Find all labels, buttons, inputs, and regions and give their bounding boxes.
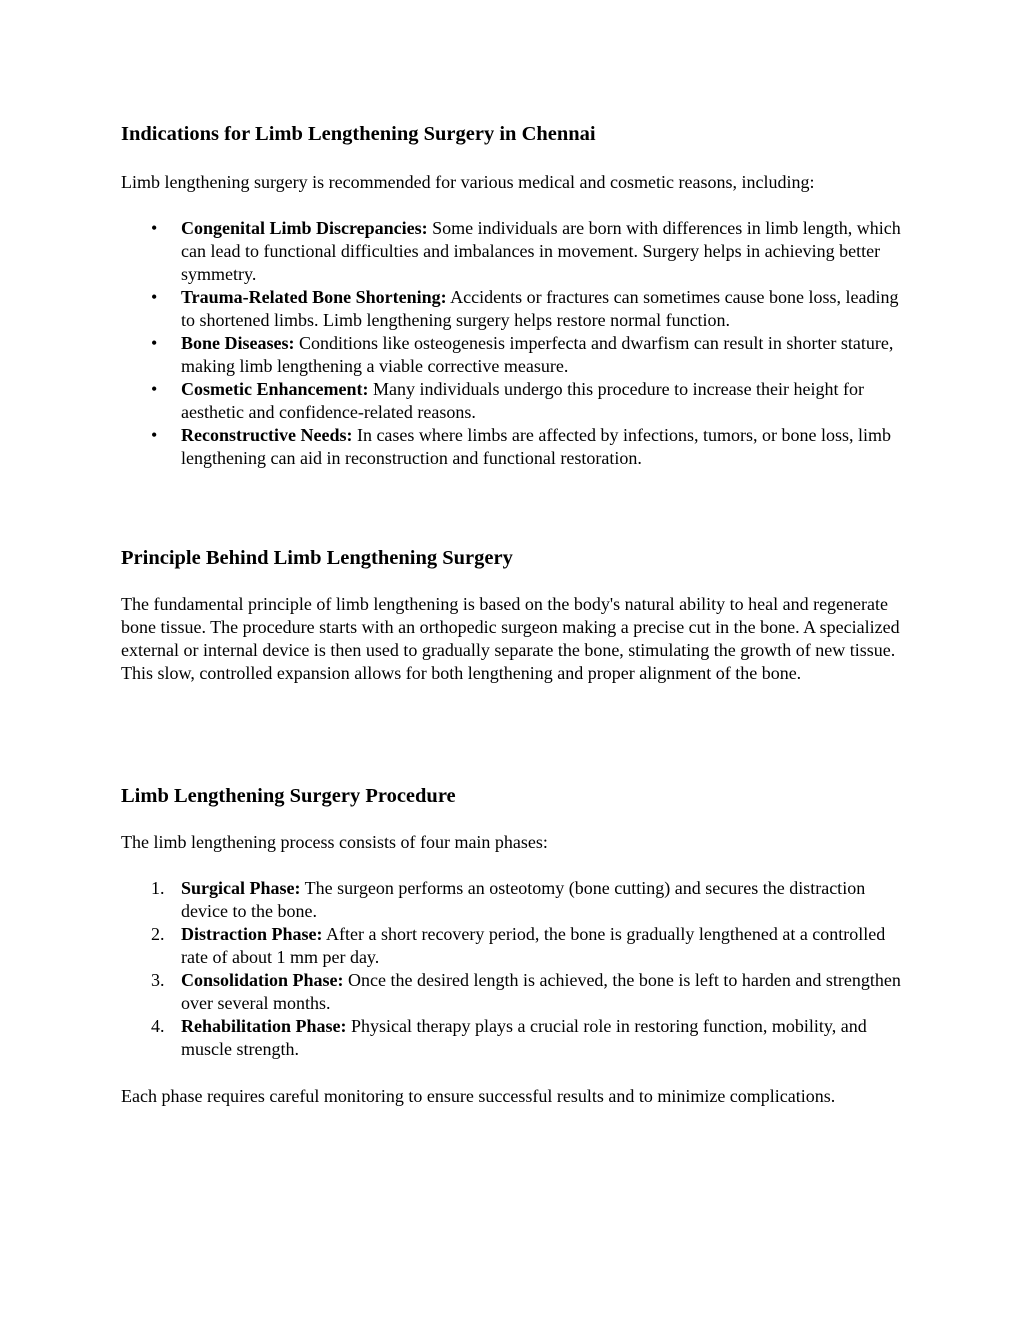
item-label: Congenital Limb Discrepancies:: [181, 218, 428, 238]
list-item: [121, 877, 911, 923]
step-number: 3.: [151, 970, 165, 990]
list-item: [121, 424, 911, 470]
step-number: 4.: [151, 1016, 165, 1036]
step-label: Rehabilitation Phase:: [181, 1016, 347, 1036]
item-text: Some individuals are born with differences in limb length, which can lead to functional difficulties and imbalances in movement. Surgery helps in achieving better symmetry.: [181, 218, 901, 284]
item-label: Trauma-Related Bone Shortening:: [181, 287, 447, 307]
procedure-heading: Limb Lengthening Surgery Procedure: [121, 785, 456, 807]
list-item: [121, 332, 911, 378]
step-number: 1.: [151, 878, 165, 898]
step-label: Consolidation Phase:: [181, 970, 344, 990]
bullet-icon: •: [151, 218, 158, 238]
step-text: The surgeon performs an osteotomy (bone cutting) and secures the distraction device to the bone.: [181, 878, 866, 921]
step-text: Physical therapy plays a crucial role in restoring function, mobility, and muscle strength.: [181, 1016, 867, 1059]
procedure-intro: The limb lengthening process consists of four main phases:: [121, 832, 548, 852]
item-label: Reconstructive Needs:: [181, 425, 353, 445]
step-label: Surgical Phase:: [181, 878, 301, 898]
item-text: Many individuals undergo this procedure to increase their height for aesthetic and confidence-related reasons.: [181, 379, 865, 422]
step-number: 2.: [151, 924, 165, 944]
principle-body: The fundamental principle of limb lengthening is based on the body's natural ability to heal and regenerate bone tissue. The procedure starts with an orthopedic surgeon making a precise cut in the bone. A specialized external or internal device is then used to gradually separate the bone, stimulating the growth of new tissue. This slow, controlled expansion allows for both lengthening and proper alignment of the bone.: [121, 594, 900, 683]
item-text: Accidents or fractures can sometimes cause bone loss, leading to shortened limbs. Limb lengthening surgery helps restore normal function.: [181, 287, 899, 330]
bullet-icon: •: [151, 287, 158, 307]
item-label: Bone Diseases:: [181, 333, 295, 353]
item-label: Cosmetic Enhancement:: [181, 379, 369, 399]
step-text: After a short recovery period, the bone is gradually lengthened at a controlled rate of about 1 mm per day.: [181, 924, 886, 967]
item-text: Conditions like osteogenesis imperfecta and dwarfism can result in shorter stature, making limb lengthening a viable corrective measure.: [181, 333, 894, 376]
list-item: [121, 217, 911, 286]
list-item: [121, 378, 911, 424]
procedure-steps: [121, 877, 911, 1061]
list-item: [121, 286, 911, 332]
indications-list: [121, 217, 911, 470]
indications-intro: Limb lengthening surgery is recommended for various medical and cosmetic reasons, including:: [121, 172, 815, 192]
principle-heading: Principle Behind Limb Lengthening Surgery: [121, 547, 513, 569]
item-text: In cases where limbs are affected by infections, tumors, or bone loss, limb lengthening can aid in reconstruction and functional restoration.: [181, 425, 891, 468]
step-text: Once the desired length is achieved, the bone is left to harden and strengthen over several months.: [181, 970, 901, 1013]
step-label: Distraction Phase:: [181, 924, 323, 944]
procedure-closing: Each phase requires careful monitoring to ensure successful results and to minimize complications.: [121, 1086, 836, 1106]
bullet-icon: •: [151, 379, 158, 399]
list-item: [121, 923, 911, 969]
list-item: [121, 1015, 911, 1061]
bullet-icon: •: [151, 425, 158, 445]
bullet-icon: •: [151, 333, 158, 353]
indications-heading: Indications for Limb Lengthening Surgery in Chennai: [121, 123, 596, 145]
list-item: [121, 969, 911, 1015]
